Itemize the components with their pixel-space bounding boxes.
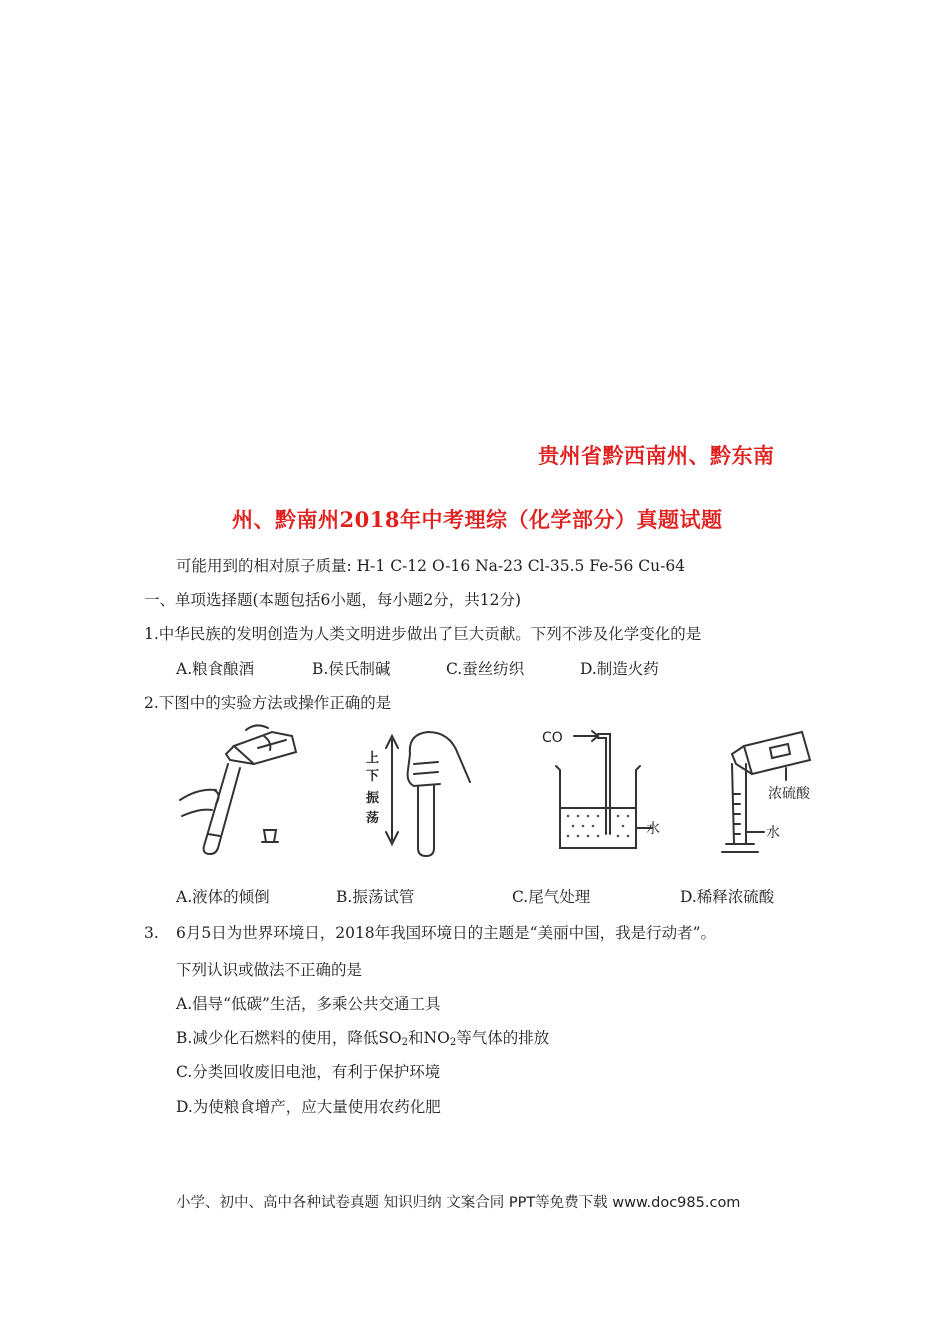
q1-option-b: B.侯氏制碱 [312, 660, 391, 678]
q3-option-b-text-3: 等气体的排放 [456, 1029, 550, 1047]
q3-option-d: D.为使粮食增产，应大量使用农药化肥 [176, 1098, 441, 1116]
section-heading: 一、单项选择题(本题包括6小题，每小题2分，共12分) [144, 591, 522, 609]
shake-label-3: 振 [366, 791, 380, 806]
question-3-number: 3. [144, 924, 159, 942]
water-label-d: 水 [766, 825, 780, 841]
q1-option-d: D.制造火药 [580, 660, 659, 678]
q1-option-c: C.蚕丝纺织 [446, 660, 525, 678]
shake-label-1: 上 [366, 751, 380, 766]
q1-option-a: A.粮食酿酒 [176, 660, 255, 678]
q3-option-b-sub-1: 2 [401, 1037, 409, 1048]
footer-text: 小学、初中、高中各种试卷真题 知识归纳 文案合同 PPT等免费下载 www.doc985.com [176, 1195, 741, 1211]
question-3-stem-2: 下列认识或做法不正确的是 [176, 961, 363, 979]
title-line-2: 州、黔南州2018年中考理综（化学部分）真题试题 [232, 507, 723, 532]
title-line-1: 贵州省黔西南州、黔东南 [538, 443, 775, 468]
q2-option-c: C.尾气处理 [512, 888, 591, 906]
q3-option-a: A.倡导“低碳”生活，多乘公共交通工具 [176, 995, 441, 1013]
figure-d-dilute-acid [712, 724, 832, 858]
q2-option-a: A.液体的倾倒 [176, 888, 270, 906]
question-1-stem: 1.中华民族的发明创造为人类文明进步做出了巨大贡献。下列不涉及化学变化的是 [144, 625, 702, 643]
figure-c-tail-gas [540, 724, 660, 858]
q3-option-c: C.分类回收废旧电池，有利于保护环境 [176, 1063, 441, 1081]
water-label-c: 水 [646, 821, 660, 837]
q2-option-b: B.振荡试管 [336, 888, 415, 906]
figure-b-shaking-tube [358, 724, 478, 858]
atomic-masses: 可能用到的相对原子质量: H-1 C-12 O-16 Na-23 Cl-35.5 Fe-56 Cu-64 [176, 557, 686, 575]
figure-a-liquid-pouring [176, 724, 306, 858]
question-2-stem: 2.下图中的实验方法或操作正确的是 [144, 694, 392, 712]
q3-option-b-sub-2: 2 [449, 1037, 457, 1048]
co-label: CO [542, 730, 563, 746]
q3-option-b-text-1: B.减少化石燃料的使用，降低SO [176, 1029, 402, 1047]
acid-label: 浓硫酸 [768, 786, 810, 802]
q3-option-b [176, 1028, 549, 1053]
shake-label-2: 下 [366, 769, 380, 784]
q2-option-d: D.稀释浓硫酸 [680, 888, 775, 906]
q3-option-b-text-2: 和NO [408, 1029, 450, 1047]
question-3-stem: 6月5日为世界环境日，2018年我国环境日的主题是“美丽中国，我是行动者”。 [176, 924, 717, 942]
shake-label-4: 荡 [366, 811, 380, 826]
